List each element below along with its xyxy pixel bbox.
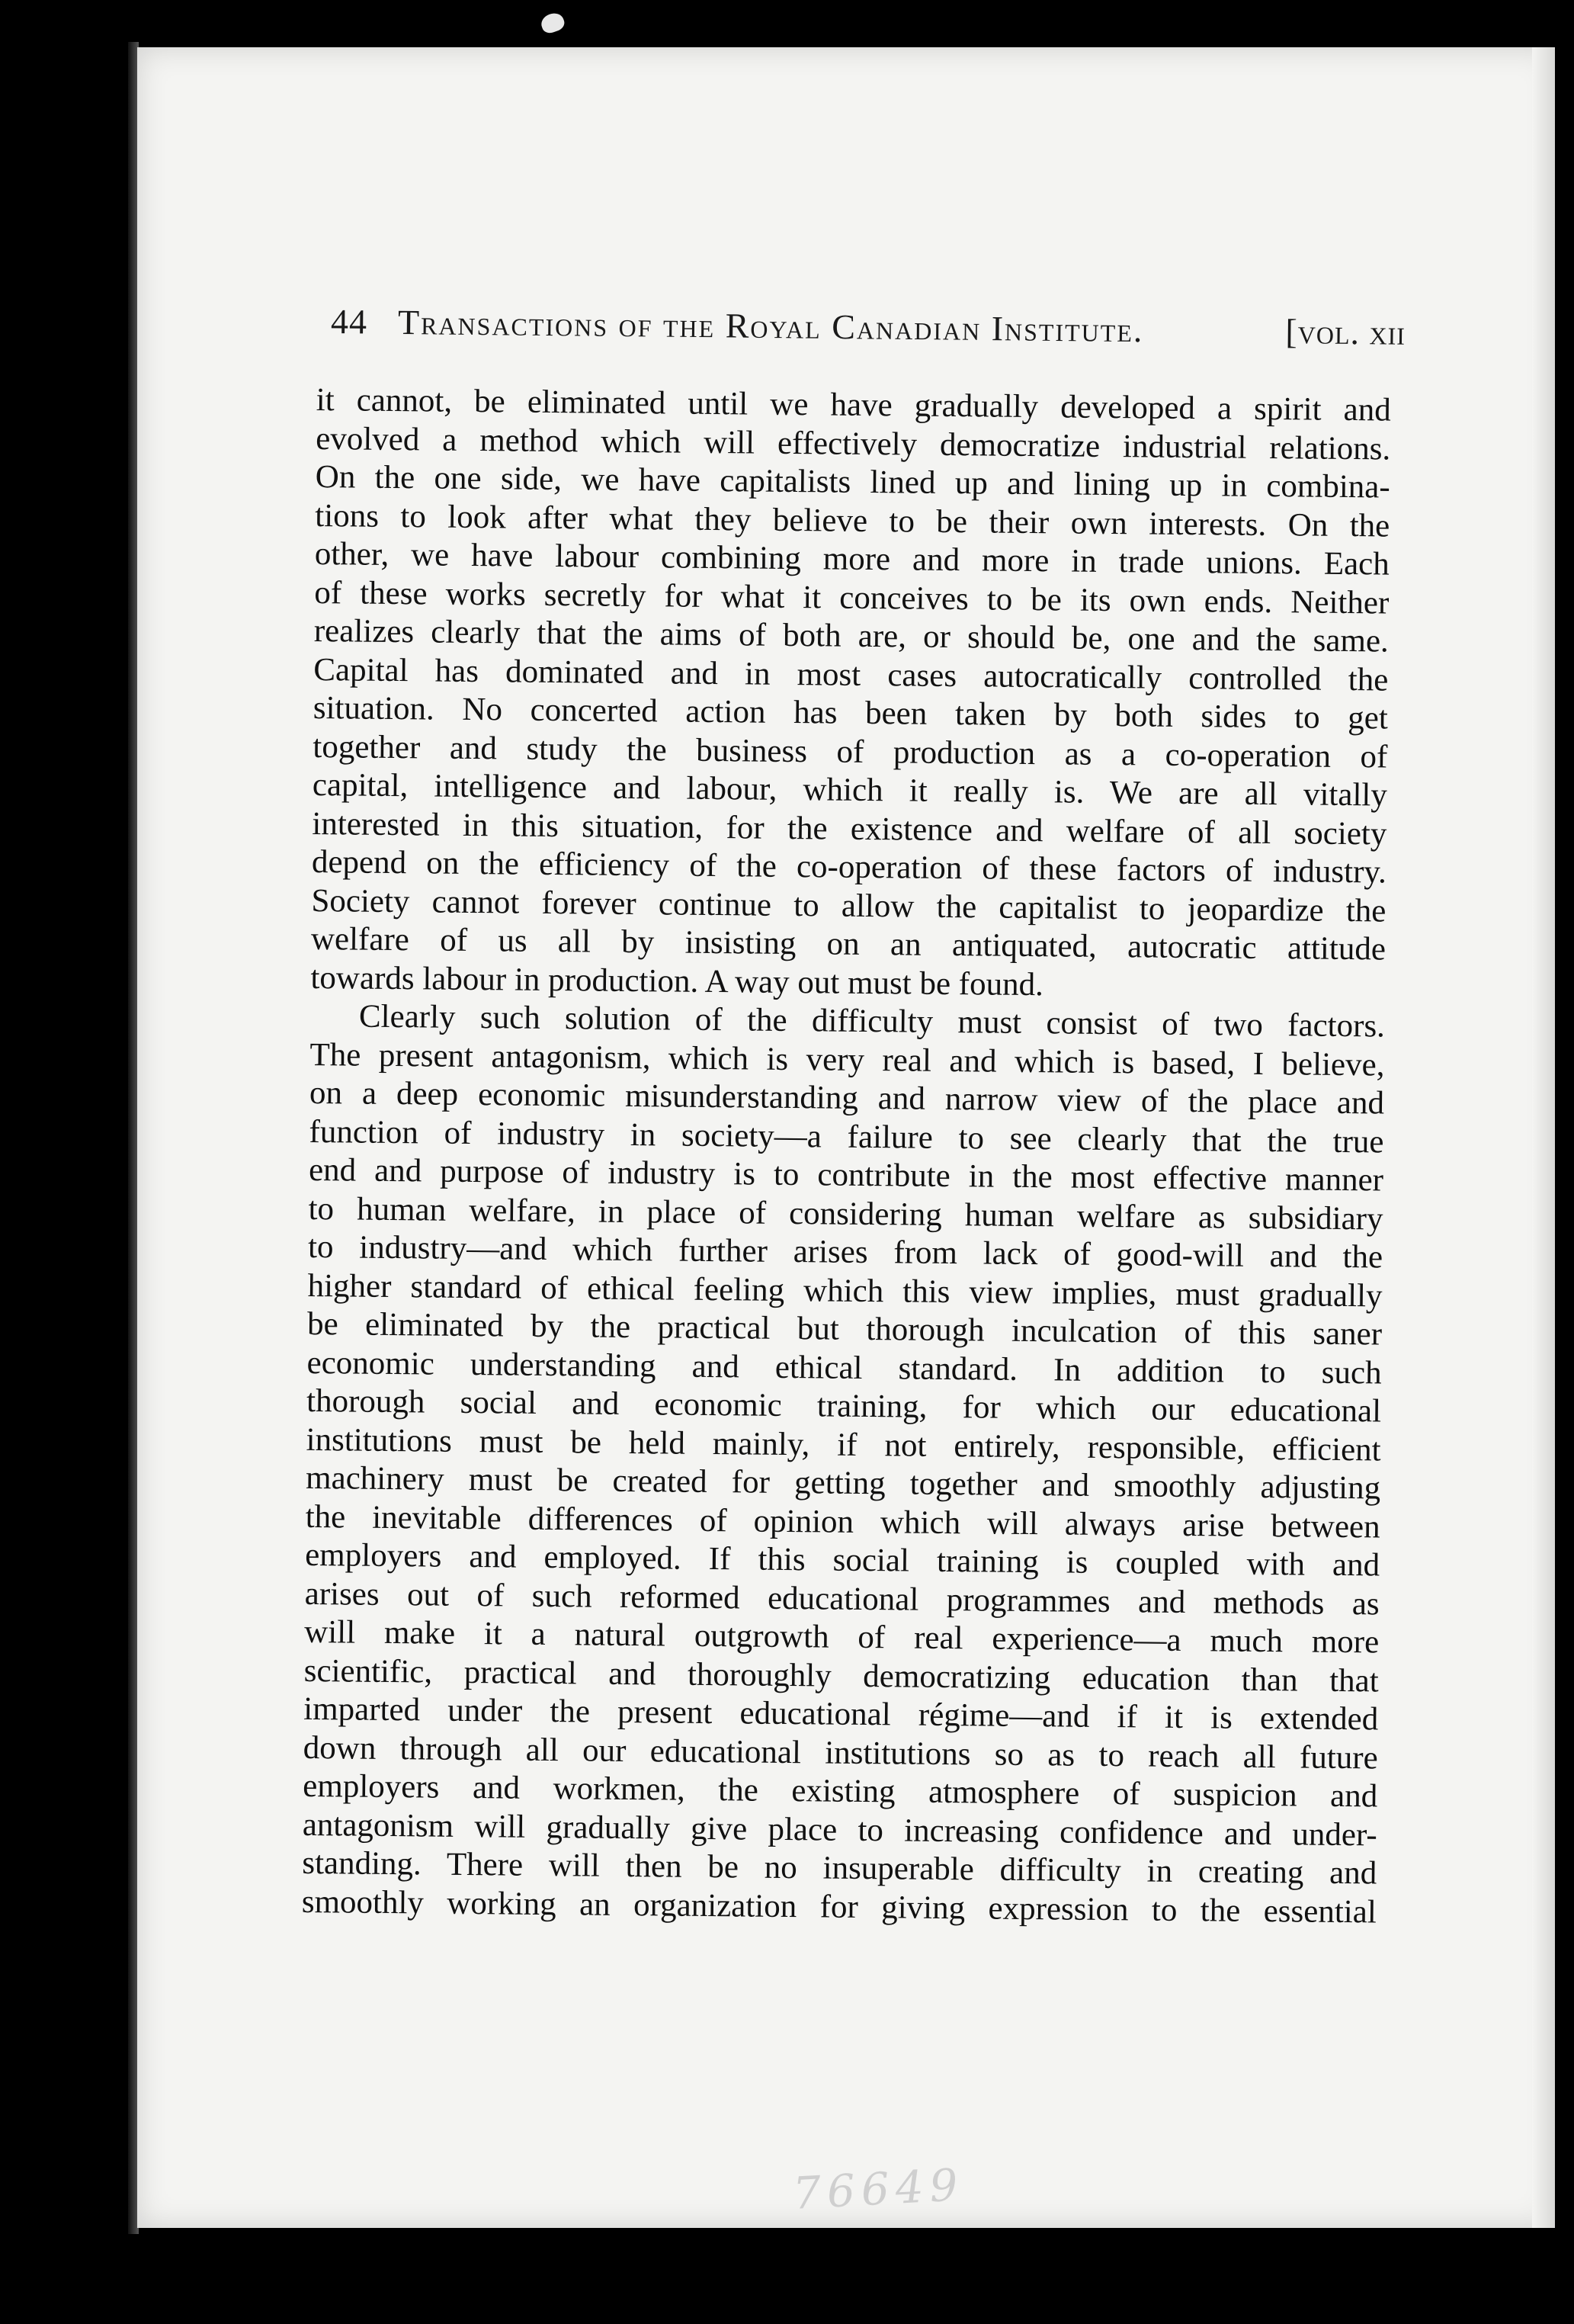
- scan-artifact-mark: [539, 11, 566, 36]
- text-line: down through all our educational institutions so as to reach all future: [303, 1729, 1378, 1776]
- body-text: [302, 381, 1391, 1931]
- text-line: function of industry in society—a failure to see clearly that the true: [309, 1113, 1384, 1160]
- text-line: other, we have labour combining more and more in trade unions. Each: [314, 535, 1390, 583]
- text-line: situation. No concerted action has been taken by both sides to get: [313, 689, 1389, 737]
- text-line: on a deep economic misunderstanding and narrow view of the place and: [309, 1074, 1385, 1122]
- volume-label: [vol. xii: [1285, 312, 1406, 352]
- text-line: imparted under the present educational régime—and if it is extended: [303, 1690, 1379, 1738]
- text-line: machinery must be created for getting together and smoothly adjusting: [305, 1459, 1381, 1507]
- text-line: end and purpose of industry is to contribute in the most effective manner: [308, 1151, 1384, 1199]
- text-line: economic understanding and ethical standard. In addition to such: [306, 1344, 1382, 1391]
- text-line: Capital has dominated and in most cases autocratically controlled the: [313, 651, 1389, 698]
- text-line: be eliminated by the practical but thorough inculcation of this saner: [306, 1305, 1383, 1353]
- text-line: it cannot, be eliminated until we have gradually developed a spirit and: [316, 381, 1391, 429]
- journal-title: Transactions of the Royal Canadian Institute.: [397, 302, 1144, 350]
- page-right-fold: [1532, 47, 1555, 2228]
- text-line: to industry—and which further arises from lack of good-will and the: [307, 1228, 1383, 1276]
- text-line: standing. There will then be no insuperable difficulty in creating and: [302, 1844, 1377, 1892]
- text-line: On the one side, we have capitalists lined up and lining up in combina-: [315, 458, 1390, 506]
- text-line: smoothly working an organization for giving expression to the essential: [301, 1883, 1377, 1930]
- text-line: welfare of us all by insisting on an antiquated, autocratic attitude: [310, 920, 1386, 968]
- text-line: thorough social and economic training, for which our educational: [306, 1382, 1382, 1430]
- page-number: 44: [330, 302, 368, 342]
- text-line: tions to look after what they believe to be their own interests. On the: [315, 497, 1390, 544]
- text-line: will make it a natural outgrowth of real experience—a much more: [304, 1613, 1380, 1661]
- text-line: higher standard of ethical feeling which this view implies, must gradually: [307, 1267, 1383, 1314]
- text-line: of these works secretly for what it conceives to be its own ends. Neither: [314, 574, 1390, 621]
- text-line: employers and employed. If this social training is coupled with and: [304, 1536, 1380, 1584]
- text-line: capital, intelligence and labour, which it really is. We are all vitally: [312, 766, 1388, 814]
- text-line: towards labour in production. A way out must be found.: [310, 959, 1044, 1003]
- text-line: evolved a method which will effectively democratize industrial relations.: [316, 420, 1391, 467]
- text-line: to human welfare, in place of considering human welfare as subsidiary: [308, 1190, 1383, 1237]
- text-line: scientific, practical and thoroughly democratizing education than that: [303, 1652, 1379, 1699]
- text-line: together and study the business of production as a co-operation of: [313, 728, 1388, 775]
- text-line: Society cannot forever continue to allow the capitalist to jeopardize the: [311, 882, 1386, 929]
- paragraph-first-line: Clearly such solution of the difficulty must consist of two factors.: [358, 998, 1386, 1045]
- handwritten-pencil-note: 76649: [791, 2159, 966, 2220]
- text-line: employers and workmen, the existing atmosphere of suspicion and: [303, 1767, 1378, 1815]
- text-line: the inevitable differences of opinion which will always arise between: [305, 1498, 1380, 1545]
- text-line: antagonism will gradually give place to increasing confidence and under-: [302, 1806, 1377, 1853]
- text-line: realizes clearly that the aims of both are, or should be, one and the same.: [313, 612, 1390, 660]
- text-line: depend on the efficiency of the co-operation of these factors of industry.: [311, 843, 1387, 891]
- text-line: institutions must be held mainly, if not entirely, responsible, efficient: [306, 1421, 1381, 1468]
- text-line: The present antagonism, which is very real and which is based, I believe,: [309, 1036, 1385, 1083]
- text-line: arises out of such reformed educational programmes and methods as: [304, 1575, 1380, 1622]
- text-line: interested in this situation, for the existence and welfare of all society: [312, 805, 1387, 852]
